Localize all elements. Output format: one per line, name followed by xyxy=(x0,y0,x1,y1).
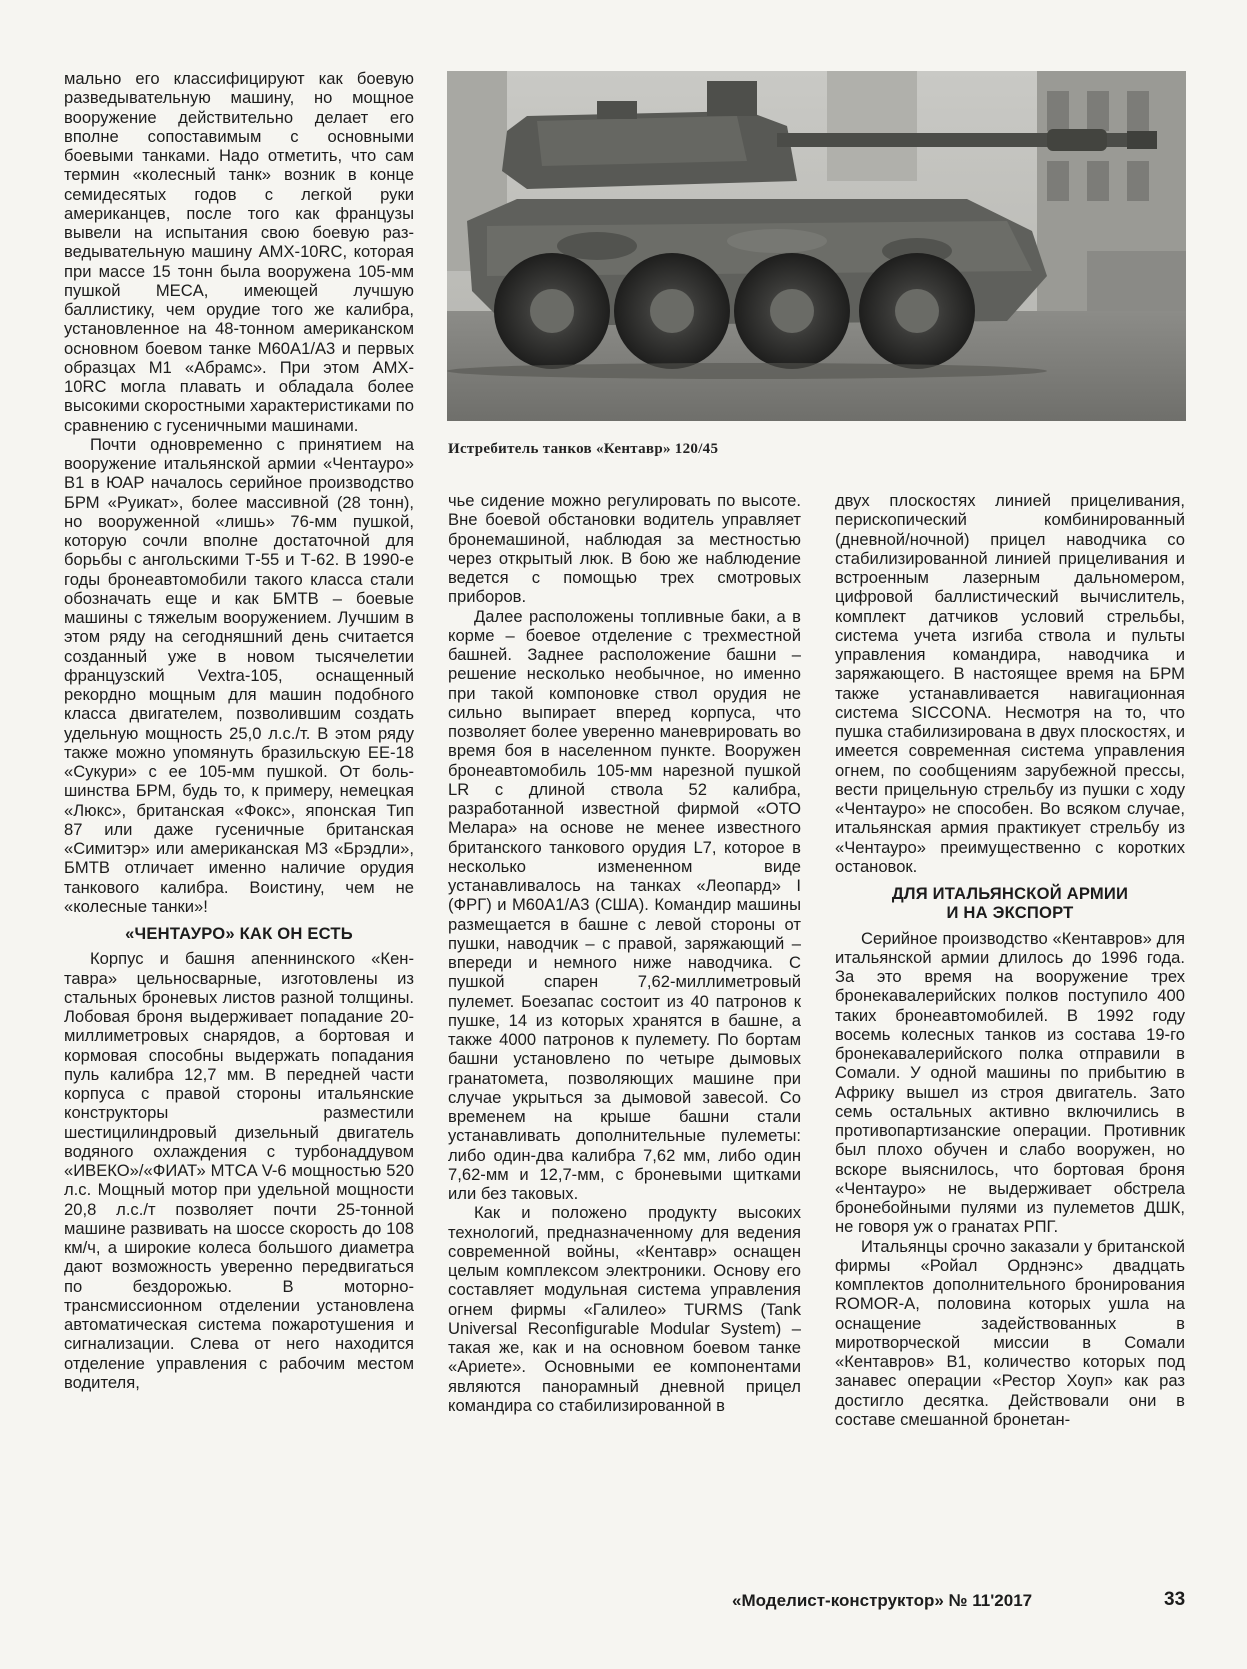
section-heading xyxy=(835,884,1185,923)
section-heading-line: ДЛЯ ИТАЛЬЯНСКОЙ АРМИИ xyxy=(891,884,1129,903)
page-number: 33 xyxy=(1164,1589,1186,1610)
section-heading: «ЧЕНТАУРО» КАК ОН ЕСТЬ xyxy=(125,924,353,943)
paragraph: Корпус и башня апеннинского «Кентавра» цельносварные, изготовлены из стальных броневых листов разной толщины. Лобовая броня выдерживает попадание 20-миллиметровых снарядов, а бортовая и кормовая способны выдержать попадания пуль калибра 12,7 мм. В передней части корпуса с правой стороны итальянские конструкторы разместили шестицилиндровый дизельный двигатель водяного охлаждения с турбонаддувом «ИВЕКО»/«ФИАТ» MTCA V-6 мощностью 520 л.с. Мощный мотор при удельной мощности 20,8 л.с./т позволяет почти 25-тонной машине развивать на шоссе скорость до 108 км/ч, а широкие колеса большого диаметра дают возможность уверенно передвигаться по бездорожью. В моторно-трансмиссионном отделении установлена автоматическая система пожаротушения и сигнализации. Слева от него находится отделение управления с рабочим местом водителя, xyxy=(64,949,414,1392)
paragraph: Итальянцы срочно заказали у британской фирмы «Ройал Орднэнс» двадцать комплектов дополнительного бронирования ROMOR-A, половина которых ушла на оснащение задействованных в миротворческой миссии в Сомали «Кентавров» B1, количество которых под занавес операции «Рестор Хоуп» как раз достигло десятка. Действовали они в составе смешанной бронетан- xyxy=(835,1236,1185,1429)
section-heading-line: И НА ЭКСПОРТ xyxy=(946,903,1074,923)
paragraph: чье сидение можно регулировать по высоте. Вне боевой обстановки водитель управляет бронемашиной, наблюдая за местностью через открытый люк. В бою же наблюдение ведется с помощью трех смотровых приборов. xyxy=(448,491,801,607)
paragraph: Как и положено продукту высоких технологий, предназначенному для ведения современной войны, «Кентавр» оснащен целым комплексом электроники. Основу его составляет модульная система управления огнем фирмы «Галилео» TURMS (Tank Universal Reconfigurable Modular System) – такая же, как и на основном боевом танке «Ариете». Основными ее компонентами являются панорамный дневной прицел командира со стабилизированной в xyxy=(448,1203,801,1415)
magazine-footer: «Моделист-конструктор» № 11'2017 xyxy=(732,1591,1033,1610)
paragraph: Серийное производство «Кентавров» для итальянской армии длилось до 1996 года. За это время на вооружение трех бронекавалерийских полков поступило 400 таких бронеавтомобилей. В 1992 году восемь колесных танков из состава 19-го бронекавалерийского полка отправили в Сомали. У одной машины по прибытию в Африку вышел из строя двигатель. Зато семь остальных активно включились в противопартизанские операции. Противник был плохо обучен и слабо вооружен, но вскоре выяснилось, что бортовая броня «Чентауро» не выдерживает обстрела бронебойными пулями из пулеметов ДШК, не говоря уж о гранатах РПГ. xyxy=(835,928,1185,1237)
paragraph: мально его классифицируют как боевую разведывательную машину, но мощное вооружение действительно делает его вполне сопоставимым с основными боевыми танками. Надо отметить, что сам термин «колесный танк» возник в конце семидесятых годов с легкой руки американцев, после того как французы вывели на испытания свою боевую разведывательную машину AMX-10RC, которая при массе 15 тонн была вооружена 105-мм пушкой MECA, имеющей лучшую баллистику, чем орудие того же калибра, установленное на 48-тонном американском основном боевом танке M60A1/A3 и первых образцах M1 «Абрамс». При этом AMX-10RC могла плавать и обладала более высокими скоростными характеристиками по сравнению с гусеничными машинами. xyxy=(64,69,414,435)
text-column-2 xyxy=(448,491,801,1415)
text-column-1 xyxy=(64,69,414,1392)
text-column-3 xyxy=(835,491,1185,1429)
tank-photo xyxy=(447,71,1186,421)
tank-illustration xyxy=(447,71,1186,421)
paragraph: двух плоскостях линией прицеливания, перископический комбинированный (дневной/ночной) прицел наводчика со стабилизированной линией прицеливания и встроенным лазерным дальномером, цифровой баллистический вычислитель, комплект датчиков условий стрельбы, система учета изгиба ствола и пульты управления командира, наводчика и заряжающего. В настоящее время на БРМ также устанавливается навигационная система SICCONA. Несмотря на то, что пушка стабилизирована в двух плоскостях, и имеется современная система управления огнем, по сообщениям зарубежной прессы, вести прицельную стрельбу из пушки с ходу «Чентауро» не способен. Во всяком случае, итальянская армия практикует стрельбу из «Чентауро» преимущественно с коротких остановок. xyxy=(835,491,1185,876)
photo-caption: Истребитель танков «Кентавр» 120/45 xyxy=(448,441,719,457)
paragraph: Далее расположены топливные баки, а в корме – боевое отделение с трехместной башней. Заднее расположение башни – решение несколько необычное, но именно при такой компоновке ствол орудия не сильно выпирает вперед корпуса, что позволяет более уверенно маневрировать во время боя в населенном пункте. Вооружен бронеавтомобиль 105-мм нарезной пушкой LR с длиной ствола 52 калибра, разработанной известной фирмой «ОТО Мелара» на основе не менее известного британского танкового орудия L7, которое в несколько измененном виде устанавливалось на танках «Леопард» I (ФРГ) и M60A1/A3 (США). Командир машины размещается в башне с левой стороны от пушки, наводчик – с правой, заряжающий – впереди и немного ниже наводчика. С пушкой спарен 7,62-миллиметровый пулемет. Боезапас состоит из 40 патронов к пушке, 14 из которых хранятся в башне, а также 4000 патронов к пулемету. По бортам башни установлено по четыре дымовых гранатомета, позволяющих машине при случае укрыться за дымовой завесой. Со временем на крыше башни стали устанавливать дополнительные пулеметы: либо один-два калибра 7,62 мм, либо один 7,62-мм и 12,7-мм, с броневыми щитками или без таковых. xyxy=(448,606,801,1203)
paragraph: Почти одновременно с принятием на вооружение итальянской армии «Чентауро» B1 в ЮАР началось серийное производство БРМ «Руикат», более массивной (28 тонн), но вооруженной «лишь» 76-мм пушкой, которую сочли вполне достаточной для борьбы с ангольскими Т-55 и Т-62. В 1990-е годы бронеавтомобили такого класса стали обозначать еще и как БМТВ – боевые машины с тяжелым вооружением. Лучшим в этом ряду на сегодняшний день считается созданный уже в новом тысячелетии французский Vextra-105, оснащенный рекордно мощным для машин подобного класса двигателем, позволившим создать удельную мощность 25,0 л.с./т. В этом ряду также можно упомянуть бразильскую EE-18 «Сукури» с ее 105-мм пушкой. От большинства БРМ, будь то, к примеру, немецкая «Люкс», британская «Фокс», японская Тип 87 или даже гусеничные британская «Симитэр» или американская M3 «Брэдли», БМТВ отличает именно наличие орудия танкового калибра. Воистину, чем не «колесные танки»! xyxy=(64,434,414,916)
